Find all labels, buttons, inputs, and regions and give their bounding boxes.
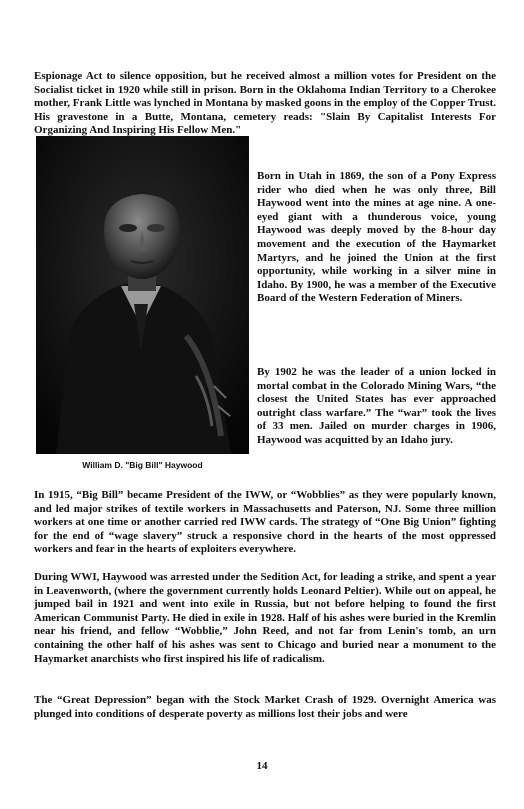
- paragraph-wwi: During WWI, Haywood was arrested under the Sedition Act, for leading a strike, and spent a year in Leavenworth, (where the government currently holds Leonard Peltier). While out on appeal, he jumped bail in 1921 and went into exile in Russia, but not before helping to found the first American Communist Party. He died in exile in 1928. Half of his ashes were buried in the Kremlin near his friend, and fellow “Wobblie,” John Reed, and not far from Lenin's tomb, an urn containing the other half of his ashes was sent to Chicago and buried near a monument to the Haymarket anarchists who first inspired his life of radicalism.: [34, 571, 496, 665]
- page-number: 14: [256, 760, 268, 772]
- haywood-photo: [36, 136, 249, 454]
- paragraph-leader: By 1902 he was the leader of a union locked in mortal combat in the Colorado Mining Wars, “the closest the United States has ever approached outright class warfare.” The “war” took the lives of 33 men. Jailed on murder charges in 1906, Haywood was acquitted by an Idaho jury.: [257, 366, 496, 446]
- paragraph-depression: The “Great Depression” began with the Stock Market Crash of 1929. Overnight America was plunged into conditions of desperate poverty as millions lost their jobs and were: [34, 694, 496, 720]
- photo-caption: William D. "Big Bill" Haywood: [82, 460, 203, 470]
- paragraph-iww: In 1915, “Big Bill” became President of the IWW, or “Wobblies” as they were popularly known, and led major strikes of textile workers in Massachusetts and Paterson, NJ. Some three million workers at one time or another carried red IWW cards. The strategy of “One Big Union” fighting for the end of “wage slavery” struck a responsive chord in the hearts of the most oppressed workers and fear in the hearts of exploiters everywhere.: [34, 489, 496, 556]
- paragraph-intro: Espionage Act to silence opposition, but he received almost a million votes for President on the Socialist ticket in 1920 while still in prison. Born in the Oklahoma Indian Territory to a Cherokee mother, Frank Little was lynched in Montana by masked goons in the employ of the Copper Trust. His gravestone in a Butte, Montana, cemetery reads: "Slain By Capitalist Interests For Organizing And Inspiring His Fellow Men.": [34, 70, 496, 137]
- paragraph-born: Born in Utah in 1869, the son of a Pony Express rider who died when he was only three, Bill Haywood went into the mines at age nine. A one-eyed giant with a thunderous voice, young Haywood was deeply moved by the 8-hour day movement and the execution of the Haymarket Martyrs, and he joined the Union at the first opportunity, while working in a silver mine in Idaho. By 1900, he was a member of the Executive Board of the Western Federation of Miners.: [257, 170, 496, 305]
